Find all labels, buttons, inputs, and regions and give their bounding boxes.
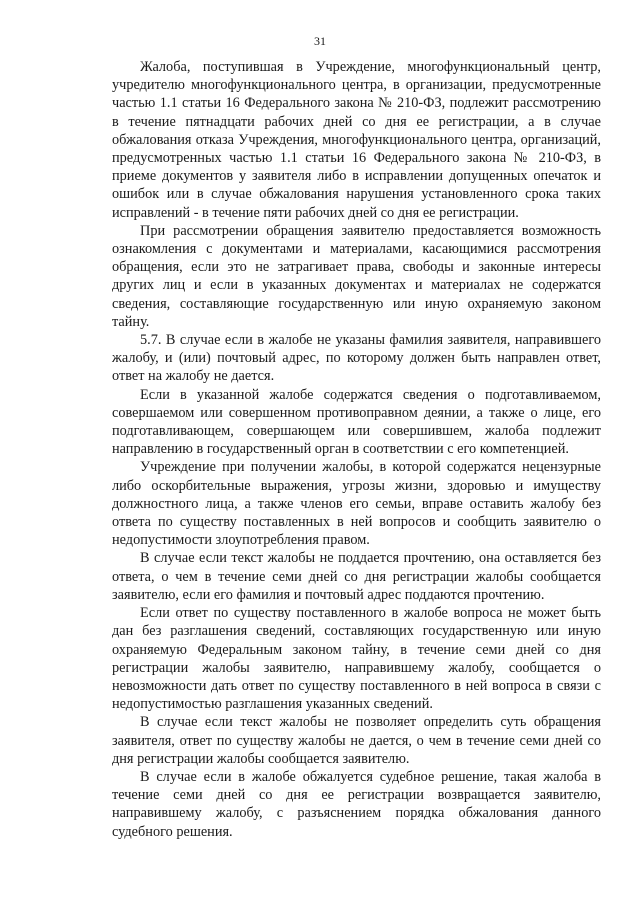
- paragraph-document-access: При рассмотрении обращения заявителю предоставляется возможность ознакомления с документами и материалами, касающимися рассмотрения обращения, если это не затрагивает права, свободы и законные интересы других лиц и если в указанных документах и материалах не содержатся сведения, составляющие государственную или иную охраняемую законом тайну.: [112, 222, 601, 330]
- paragraph-unclear-essence: В случае если текст жалобы не позволяет определить суть обращения заявителя, ответ по существу жалобы не дается, о чем в течение семи дней со дня регистрации жалобы сообщается заявителю.: [112, 714, 601, 767]
- paragraph-unlawful-act: Если в указанной жалобе содержатся сведения о подготавливаемом, совершаемом или совершенном противоправном деянии, а также о лице, его подготавливающем, совершающем или совершившем, жалоба подлежит направлению в государственный орган в соответствии с его компетенцией.: [112, 386, 601, 458]
- paragraph-illegible-text: В случае если текст жалобы не поддается прочтению, она оставляется без ответа, о чем в течение семи дней со дня регистрации жалобы сообщается заявителю, если его фамилия и почтовый адрес поддаются прочтению.: [112, 550, 601, 603]
- page-number: 31: [314, 34, 326, 48]
- document-body: [112, 58, 601, 841]
- paragraph-offensive-language: Учреждение при получении жалобы, в которой содержатся нецензурные либо оскорбительные выражения, угрозы жизни, здоровью и имуществу должностного лица, а также членов его семьи, вправе оставить жалобу без ответа по существу поставленных в ней вопросов и сообщить заявителю о недопустимости злоупотребления правом.: [112, 459, 601, 549]
- paragraph-secret-information: Если ответ по существу поставленного в жалобе вопроса не может быть дан без разглашения сведений, составляющих государственную или иную охраняемую Федеральным законом тайну, в течение семи дней со дня регистрации жалобы заявителю, направившему жалобу, сообщается о невозможности дать ответ по существу поставленного в ней вопроса в связи с недопустимостью разглашения указанных сведений.: [112, 605, 601, 713]
- paragraph-complaint-review-period: Жалоба, поступившая в Учреждение, многофункциональный центр, учредителю многофункционального центра, в организации, предусмотренные частью 1.1 статьи 16 Федерального закона № 210-ФЗ, подлежит рассмотрению в течение пятнадцати рабочих дней со дня ее регистрации, а в случае обжалования отказа Учреждения, многофункционального центра, организаций, предусмотренных частью 1.1 статьи 16 Федерального закона № 210-ФЗ, в приеме документов у заявителя либо в исправлении допущенных опечаток и ошибок или в случае обжалования нарушения установленного срока таких исправлений - в течение пяти рабочих дней со дня ее регистрации.: [112, 59, 601, 221]
- paragraph-court-decision: В случае если в жалобе обжалуется судебное решение, такая жалоба в течение семи дней со дня ее регистрации возвращается заявителю, направившему жалобу, с разъяснением порядка обжалования данного судебного решения.: [112, 768, 601, 840]
- paragraph-section-5-7: 5.7. В случае если в жалобе не указаны фамилия заявителя, направившего жалобу, и (или) почтовый адрес, по которому должен быть направлен ответ, ответ на жалобу не дается.: [112, 332, 601, 385]
